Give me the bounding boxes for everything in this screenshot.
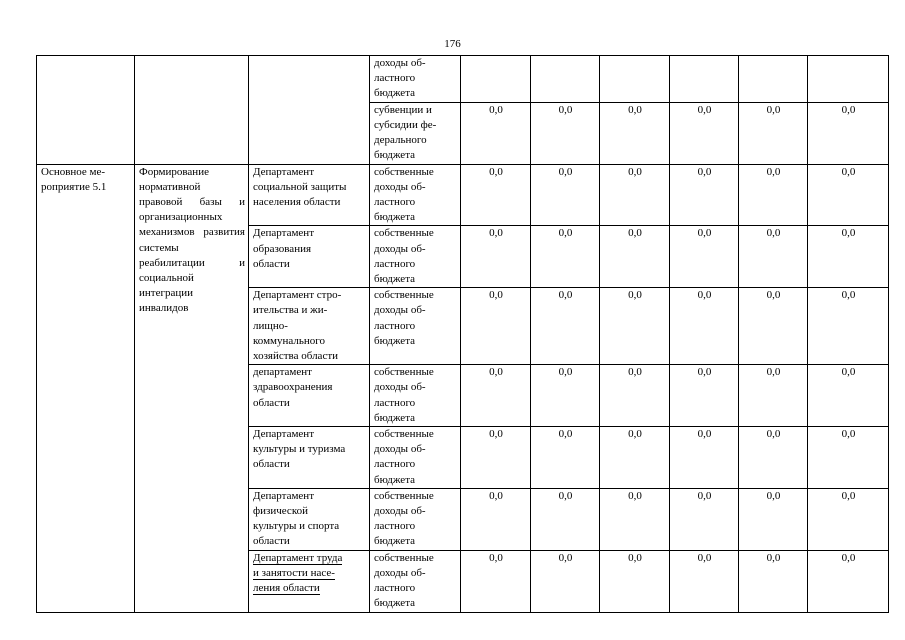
value-cell: 0,0 (739, 550, 808, 612)
source-cell: собственные доходы об- ластного бюджета (370, 164, 461, 226)
value-cell: 0,0 (600, 164, 670, 226)
value-cell: 0,0 (600, 102, 670, 164)
value-cell: 0,0 (808, 488, 889, 550)
value-cell: 0,0 (739, 164, 808, 226)
page-number: 176 (444, 38, 461, 50)
value-cell: 0,0 (670, 288, 739, 365)
source-cell: собственные доходы об- ластного бюджета (370, 550, 461, 612)
value-cell: 0,0 (461, 102, 531, 164)
value-cell: 0,0 (461, 488, 531, 550)
value-cell: 0,0 (531, 102, 600, 164)
department-text: Департамент труда и занятости насе- ления области (253, 551, 343, 595)
value-cell: 0,0 (670, 427, 739, 489)
value-cell: 0,0 (600, 550, 670, 612)
value-cell: 0,0 (461, 427, 531, 489)
value-cell: 0,0 (808, 550, 889, 612)
value-cell: 0,0 (808, 164, 889, 226)
source-cell: субвенции и субсидии фе- дерального бюджета (370, 102, 461, 164)
source-cell: собственные доходы об- ластного бюджета (370, 288, 461, 365)
description-cell-empty (135, 56, 249, 165)
value-cell: 0,0 (739, 102, 808, 164)
value-cell: 0,0 (531, 365, 600, 427)
value-cell: 0,0 (461, 365, 531, 427)
value-cell: 0,0 (461, 164, 531, 226)
value-cell: 0,0 (600, 488, 670, 550)
value-cell: 0,0 (531, 427, 600, 489)
source-cell: собственные доходы об- ластного бюджета (370, 226, 461, 288)
department-cell: Департамент физической культуры и спорта области (249, 488, 370, 550)
value-cell: 0,0 (739, 365, 808, 427)
value-cell: 0,0 (739, 226, 808, 288)
table-row (37, 56, 889, 103)
value-cell: 0,0 (600, 365, 670, 427)
value-cell: 0,0 (531, 550, 600, 612)
value-cell (531, 56, 600, 103)
value-cell: 0,0 (808, 427, 889, 489)
department-cell-empty (249, 56, 370, 165)
value-cell: 0,0 (670, 488, 739, 550)
source-cell: собственные доходы об- ластного бюджета (370, 365, 461, 427)
value-cell: 0,0 (461, 226, 531, 288)
value-cell: 0,0 (531, 488, 600, 550)
department-cell (249, 550, 370, 612)
value-cell: 0,0 (531, 226, 600, 288)
value-cell: 0,0 (808, 102, 889, 164)
source-cell: собственные доходы об- ластного бюджета (370, 427, 461, 489)
table-row (37, 164, 889, 226)
value-cell: 0,0 (739, 427, 808, 489)
value-cell: 0,0 (670, 164, 739, 226)
value-cell: 0,0 (739, 288, 808, 365)
value-cell: 0,0 (670, 102, 739, 164)
department-cell: департамент здравоохранения области (249, 365, 370, 427)
value-cell (600, 56, 670, 103)
value-cell: 0,0 (600, 288, 670, 365)
value-cell (670, 56, 739, 103)
value-cell: 0,0 (808, 365, 889, 427)
source-cell: собственные доходы об- ластного бюджета (370, 488, 461, 550)
value-cell: 0,0 (739, 488, 808, 550)
source-cell: доходы об- ластного бюджета (370, 56, 461, 103)
table-body (37, 56, 889, 613)
value-cell: 0,0 (600, 226, 670, 288)
department-cell: Департамент социальной защиты населения области (249, 164, 370, 226)
department-cell: Департамент образования области (249, 226, 370, 288)
value-cell: 0,0 (461, 288, 531, 365)
value-cell (808, 56, 889, 103)
value-cell: 0,0 (670, 365, 739, 427)
value-cell: 0,0 (808, 288, 889, 365)
value-cell: 0,0 (670, 226, 739, 288)
activity-description-cell: Формирование нормативной правовой базы и организационных механизмов развития системы реабилитации и социальной интеграции инвалидов (135, 164, 249, 612)
financing-table (36, 55, 889, 613)
department-cell: Департамент стро- ительства и жи- лищно- коммунального хозяйства области (249, 288, 370, 365)
activity-name-cell: Основное ме- роприятие 5.1 (37, 164, 135, 612)
value-cell: 0,0 (808, 226, 889, 288)
value-cell (739, 56, 808, 103)
value-cell: 0,0 (531, 164, 600, 226)
department-cell: Департамент культуры и туризма области (249, 427, 370, 489)
activity-cell-empty (37, 56, 135, 165)
value-cell: 0,0 (670, 550, 739, 612)
value-cell (461, 56, 531, 103)
value-cell: 0,0 (531, 288, 600, 365)
value-cell: 0,0 (600, 427, 670, 489)
value-cell: 0,0 (461, 550, 531, 612)
